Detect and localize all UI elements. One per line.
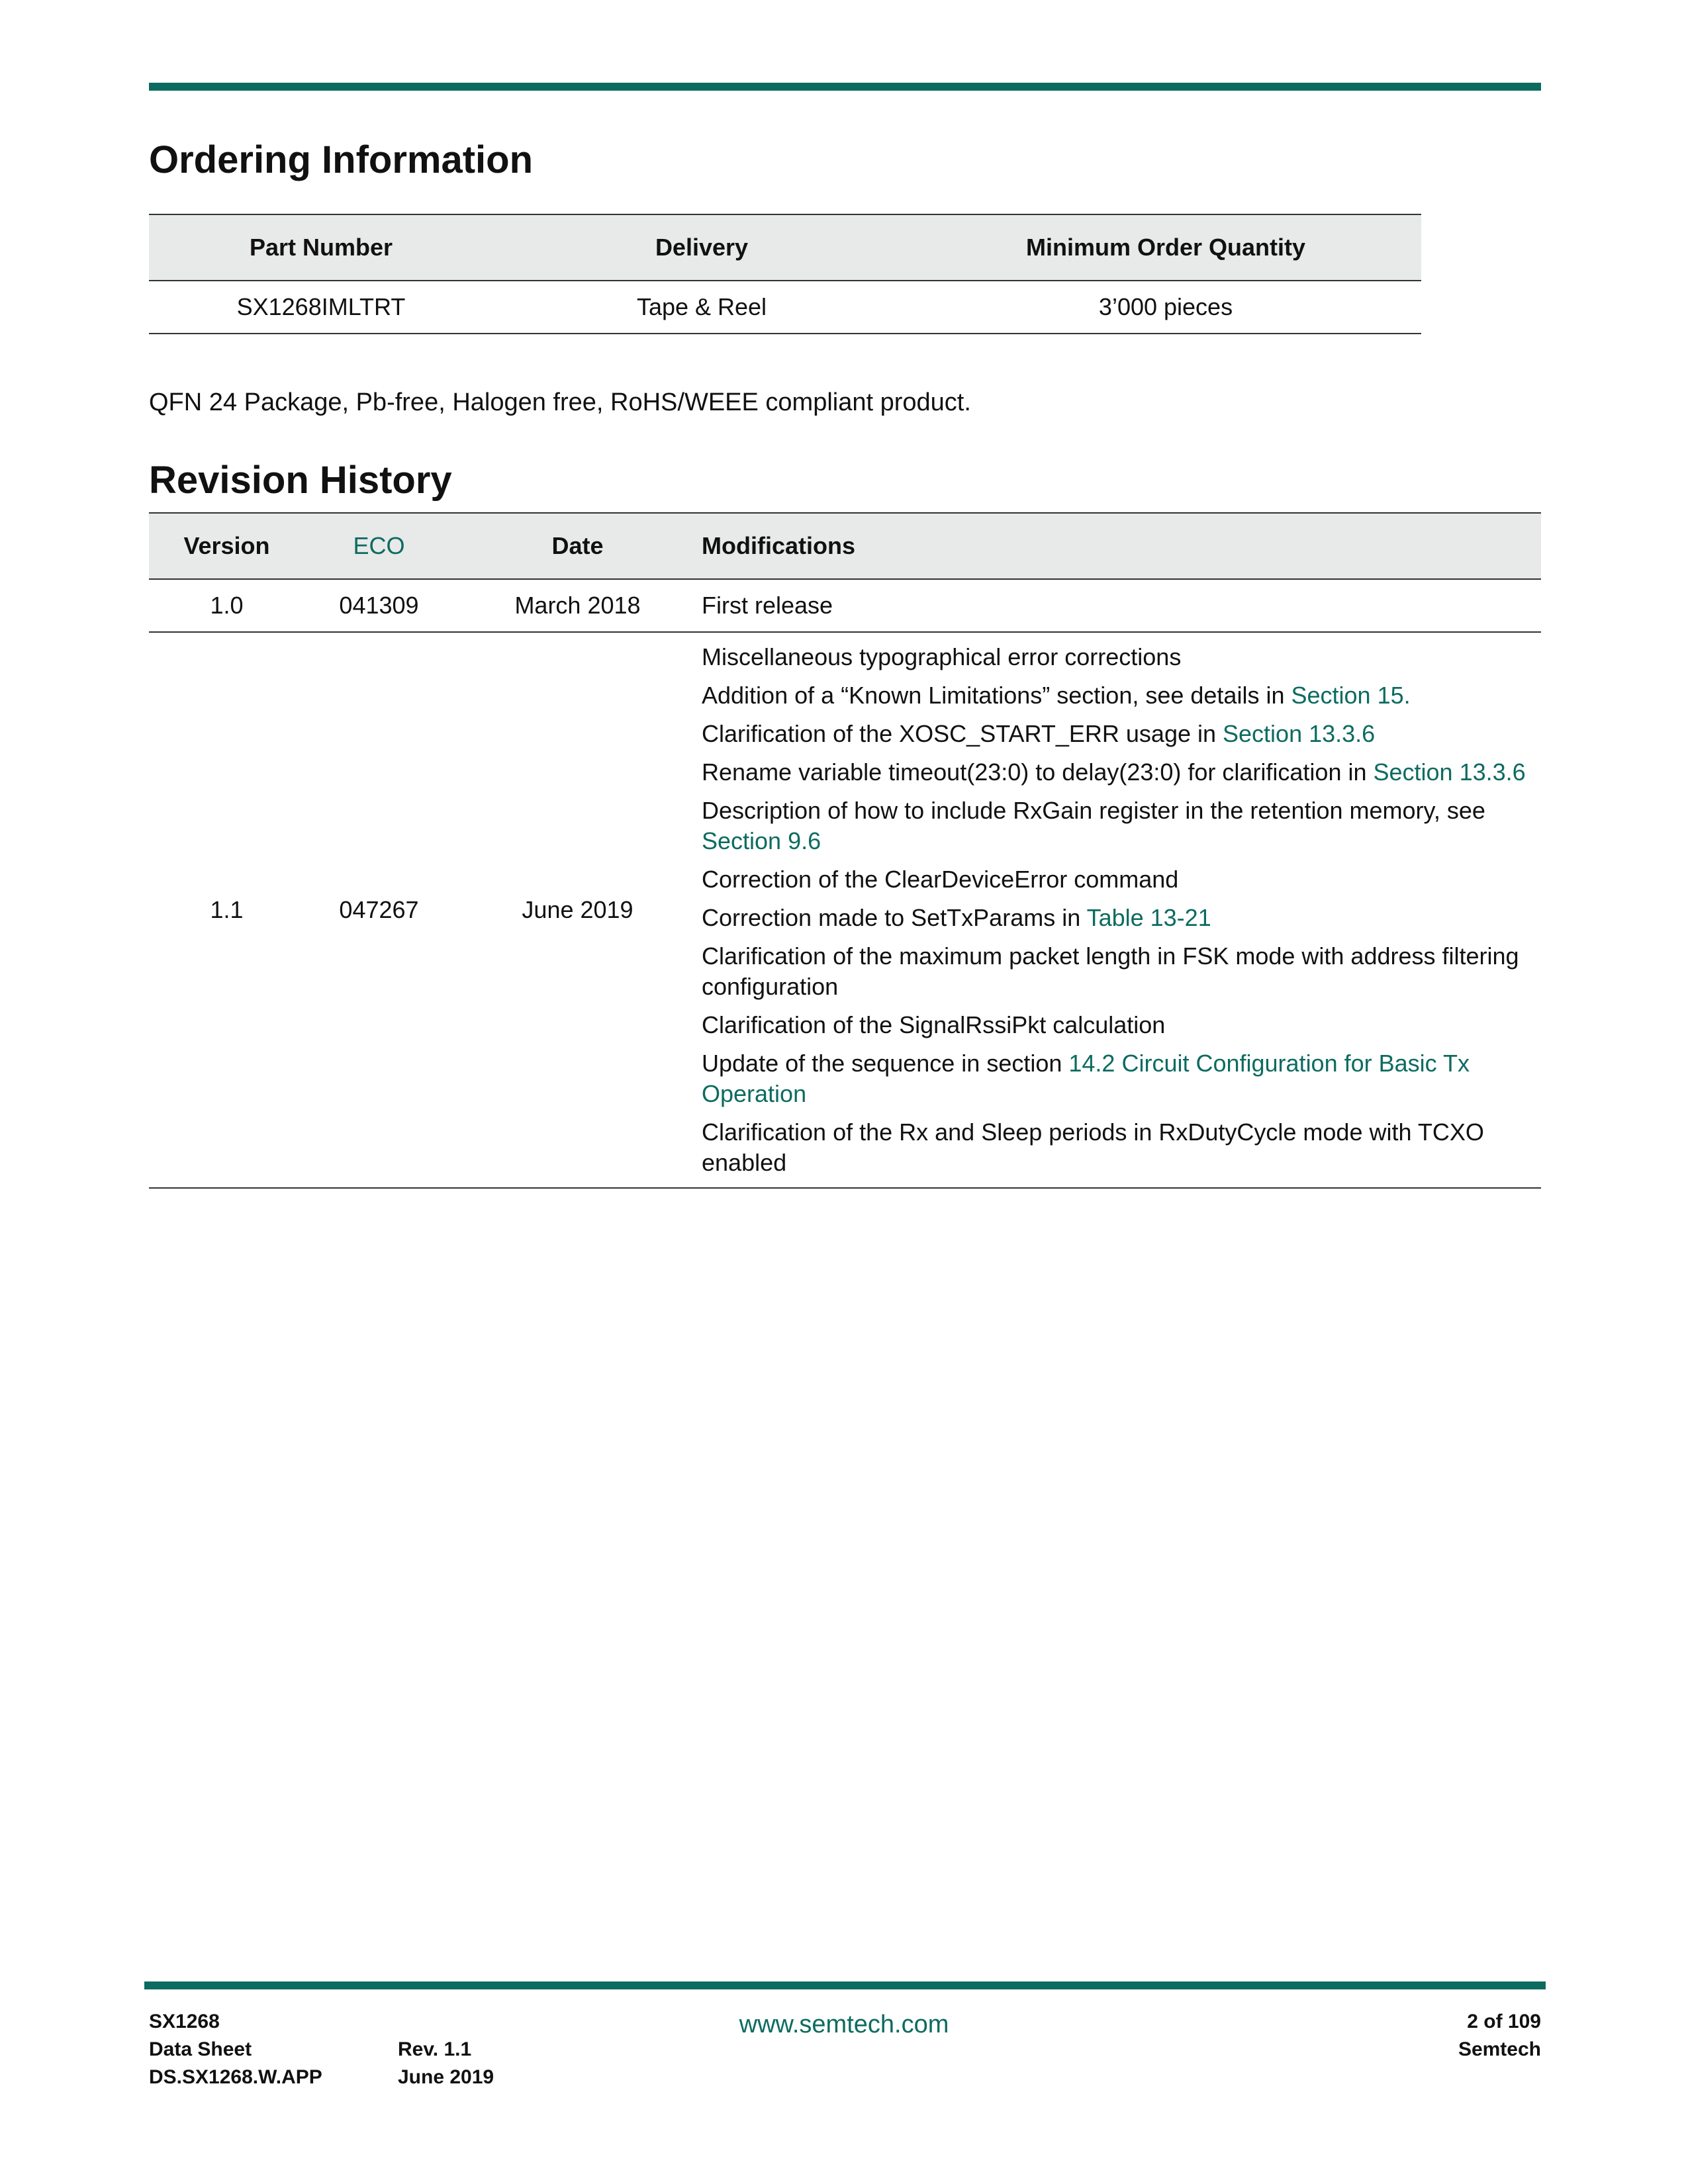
ordering-table	[149, 214, 1421, 334]
section-reference-link[interactable]: Section 13.3.6	[1373, 758, 1526, 786]
footer-rev: Rev. 1.1	[398, 2038, 472, 2060]
col-eco[interactable]: ECO	[305, 513, 453, 579]
table-header-row	[149, 214, 1421, 281]
footer-doc-id: DS.SX1268.W.APP	[149, 2066, 322, 2088]
modification-text: Correction made to SetTxParams in	[702, 904, 1087, 931]
footer-company: Semtech	[1458, 2038, 1541, 2060]
section-reference-link[interactable]: 14.2 Circuit Configuration for Basic Tx Operation	[702, 1050, 1470, 1107]
section-reference-link[interactable]: Section 9.6	[702, 827, 821, 854]
modification-item	[702, 903, 1541, 933]
bottom-rule	[144, 1981, 1546, 1989]
modification-text: Correction of the ClearDeviceError command	[702, 866, 1179, 893]
modifications-cell: First release	[702, 579, 1541, 632]
col-delivery: Delivery	[493, 214, 910, 281]
col-part-number: Part Number	[149, 214, 493, 281]
col-version: Version	[149, 513, 305, 579]
section-reference-link[interactable]: Section 13.3.6	[1223, 720, 1376, 747]
footer-page-number: 2 of 109	[1467, 2011, 1541, 2032]
footer-doc-type: Data Sheet	[149, 2038, 252, 2060]
modification-text: Miscellaneous typographical error corrections	[702, 643, 1182, 670]
modifications-list	[702, 642, 1541, 1178]
modification-item	[702, 796, 1541, 856]
modification-text: Description of how to include RxGain register in the retention memory, see	[702, 797, 1485, 824]
delivery-cell: Tape & Reel	[636, 293, 767, 320]
section-reference-link[interactable]: Table 13-21	[1086, 904, 1211, 931]
modification-item	[702, 642, 1541, 672]
modification-item	[702, 1048, 1541, 1109]
part-number-cell: SX1268IMLTRT	[236, 293, 406, 320]
modification-item	[702, 864, 1541, 895]
footer-right	[1458, 2008, 1541, 2064]
footer-date: June 2019	[398, 2066, 494, 2088]
version-cell: 1.0	[149, 579, 305, 632]
modification-item	[702, 1117, 1541, 1178]
footer-url-link[interactable]: www.semtech.com	[739, 2011, 949, 2038]
modification-item	[702, 1010, 1541, 1040]
modifications-cell	[702, 632, 1541, 1188]
col-date: Date	[453, 513, 702, 579]
version-cell: 1.1	[210, 896, 244, 923]
eco-cell: 047267	[339, 896, 419, 923]
modification-item	[702, 941, 1541, 1002]
revision-title: Revision History	[149, 459, 452, 502]
modification-text: Clarification of the SignalRssiPkt calculation	[702, 1011, 1166, 1038]
table-row	[149, 281, 1421, 334]
table-row	[149, 579, 1541, 632]
ordering-title: Ordering Information	[149, 138, 533, 181]
top-rule	[149, 83, 1541, 91]
table-row	[149, 632, 1541, 1188]
table-header-row	[149, 513, 1541, 579]
modification-item	[702, 757, 1541, 788]
package-note: QFN 24 Package, Pb-free, Halogen free, RoHS/WEEE compliant product.	[149, 388, 971, 416]
modification-item	[702, 680, 1541, 711]
modification-text: Addition of a “Known Limitations” section, see details in	[702, 682, 1291, 709]
modification-item	[702, 719, 1541, 749]
modification-text: Update of the sequence in section	[702, 1050, 1069, 1077]
eco-cell: 041309	[305, 579, 453, 632]
modification-text: Rename variable timeout(23:0) to delay(23:0) for clarification in	[702, 758, 1374, 786]
date-cell: June 2019	[522, 896, 633, 923]
date-cell: March 2018	[453, 579, 702, 632]
modification-text: Clarification of the maximum packet length in FSK mode with address filtering configuration	[702, 942, 1519, 1000]
footer-rev-block	[398, 2036, 494, 2091]
section-reference-link[interactable]: Section 15.	[1291, 682, 1411, 709]
col-modifications: Modifications	[702, 513, 1541, 579]
col-min-order: Minimum Order Quantity	[910, 214, 1421, 281]
revision-table	[149, 512, 1541, 1189]
footer-product: SX1268	[149, 2011, 220, 2032]
modification-text: Clarification of the Rx and Sleep periods in RxDutyCycle mode with TCXO enabled	[702, 1118, 1484, 1176]
min-order-cell: 3’000 pieces	[1098, 293, 1233, 320]
modification-text: Clarification of the XOSC_START_ERR usage in	[702, 720, 1223, 747]
